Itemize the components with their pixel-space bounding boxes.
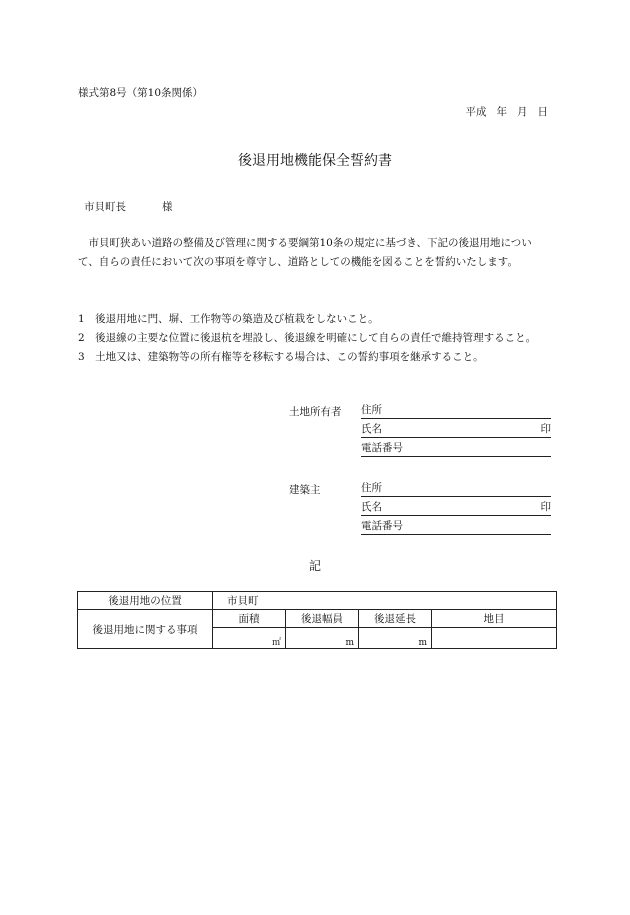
form-number: 様式第8号（第10条関係） [78,87,204,99]
header-width: 後退幅員 [286,610,359,628]
items-list [78,310,552,367]
table-row [78,610,557,628]
date-day: 日 [537,106,548,118]
signature-block-builder [289,482,551,542]
name-label: 氏名 [361,501,382,513]
phone-field[interactable] [361,516,551,535]
header-land-category: 地目 [432,610,557,628]
date-year: 年 [496,106,507,118]
document-title: 後退用地機能保全誓約書 [238,153,392,169]
date-era: 平成 [465,106,487,118]
header-length: 後退延長 [359,610,432,628]
signature-role: 建築主 [289,484,321,496]
addressee [84,199,173,214]
body-paragraph: 市貝町狭あい道路の整備及び管理に関する要綱第10条の規定に基づき、下記の後退用地について、自らの責任において次の事項を尊守し、道路としての機能を図ることを誓約いたします。 [78,237,532,268]
item-3: 3 土地又は、建築物等の所有権等を移転する場合は、この誓約事項を継承すること。 [78,351,484,363]
table-row [78,592,557,610]
date-line [456,104,549,119]
date-month: 月 [517,106,528,118]
phone-label: 電話番号 [361,442,403,454]
name-field[interactable] [361,419,551,438]
setback-info-table [77,591,557,649]
name-field[interactable] [361,497,551,516]
name-label: 氏名 [361,423,382,435]
area-value-cell[interactable]: ㎡ [213,628,286,649]
seal-mark: 印 [540,423,551,435]
land-category-value-cell[interactable] [432,628,557,649]
location-value[interactable]: 市貝町 [213,592,557,610]
item-1: 1 後退用地に門、塀、工作物等の築造及び植栽をしないこと。 [78,313,379,325]
address-field[interactable] [361,400,551,419]
signature-role: 土地所有者 [289,406,342,418]
location-label: 後退用地の位置 [78,592,213,610]
addressee-honorific: 様 [162,201,173,213]
address-label: 住所 [361,404,382,416]
addressee-name: 市貝町長 [84,201,126,213]
length-value-cell[interactable]: m [359,628,432,649]
matters-label: 後退用地に関する事項 [78,610,213,649]
seal-mark: 印 [540,501,551,513]
ki-heading: 記 [308,559,321,573]
header-area: 面積 [213,610,286,628]
phone-field[interactable] [361,438,551,457]
item-2: 2 後退線の主要な位置に後退杭を埋設し、後退線を明確にして自らの責任で維持管理すること。 [78,332,537,344]
width-value-cell[interactable]: m [286,628,359,649]
signature-block-owner [289,404,551,464]
address-field[interactable] [361,478,551,497]
phone-label: 電話番号 [361,520,403,532]
address-label: 住所 [361,482,382,494]
